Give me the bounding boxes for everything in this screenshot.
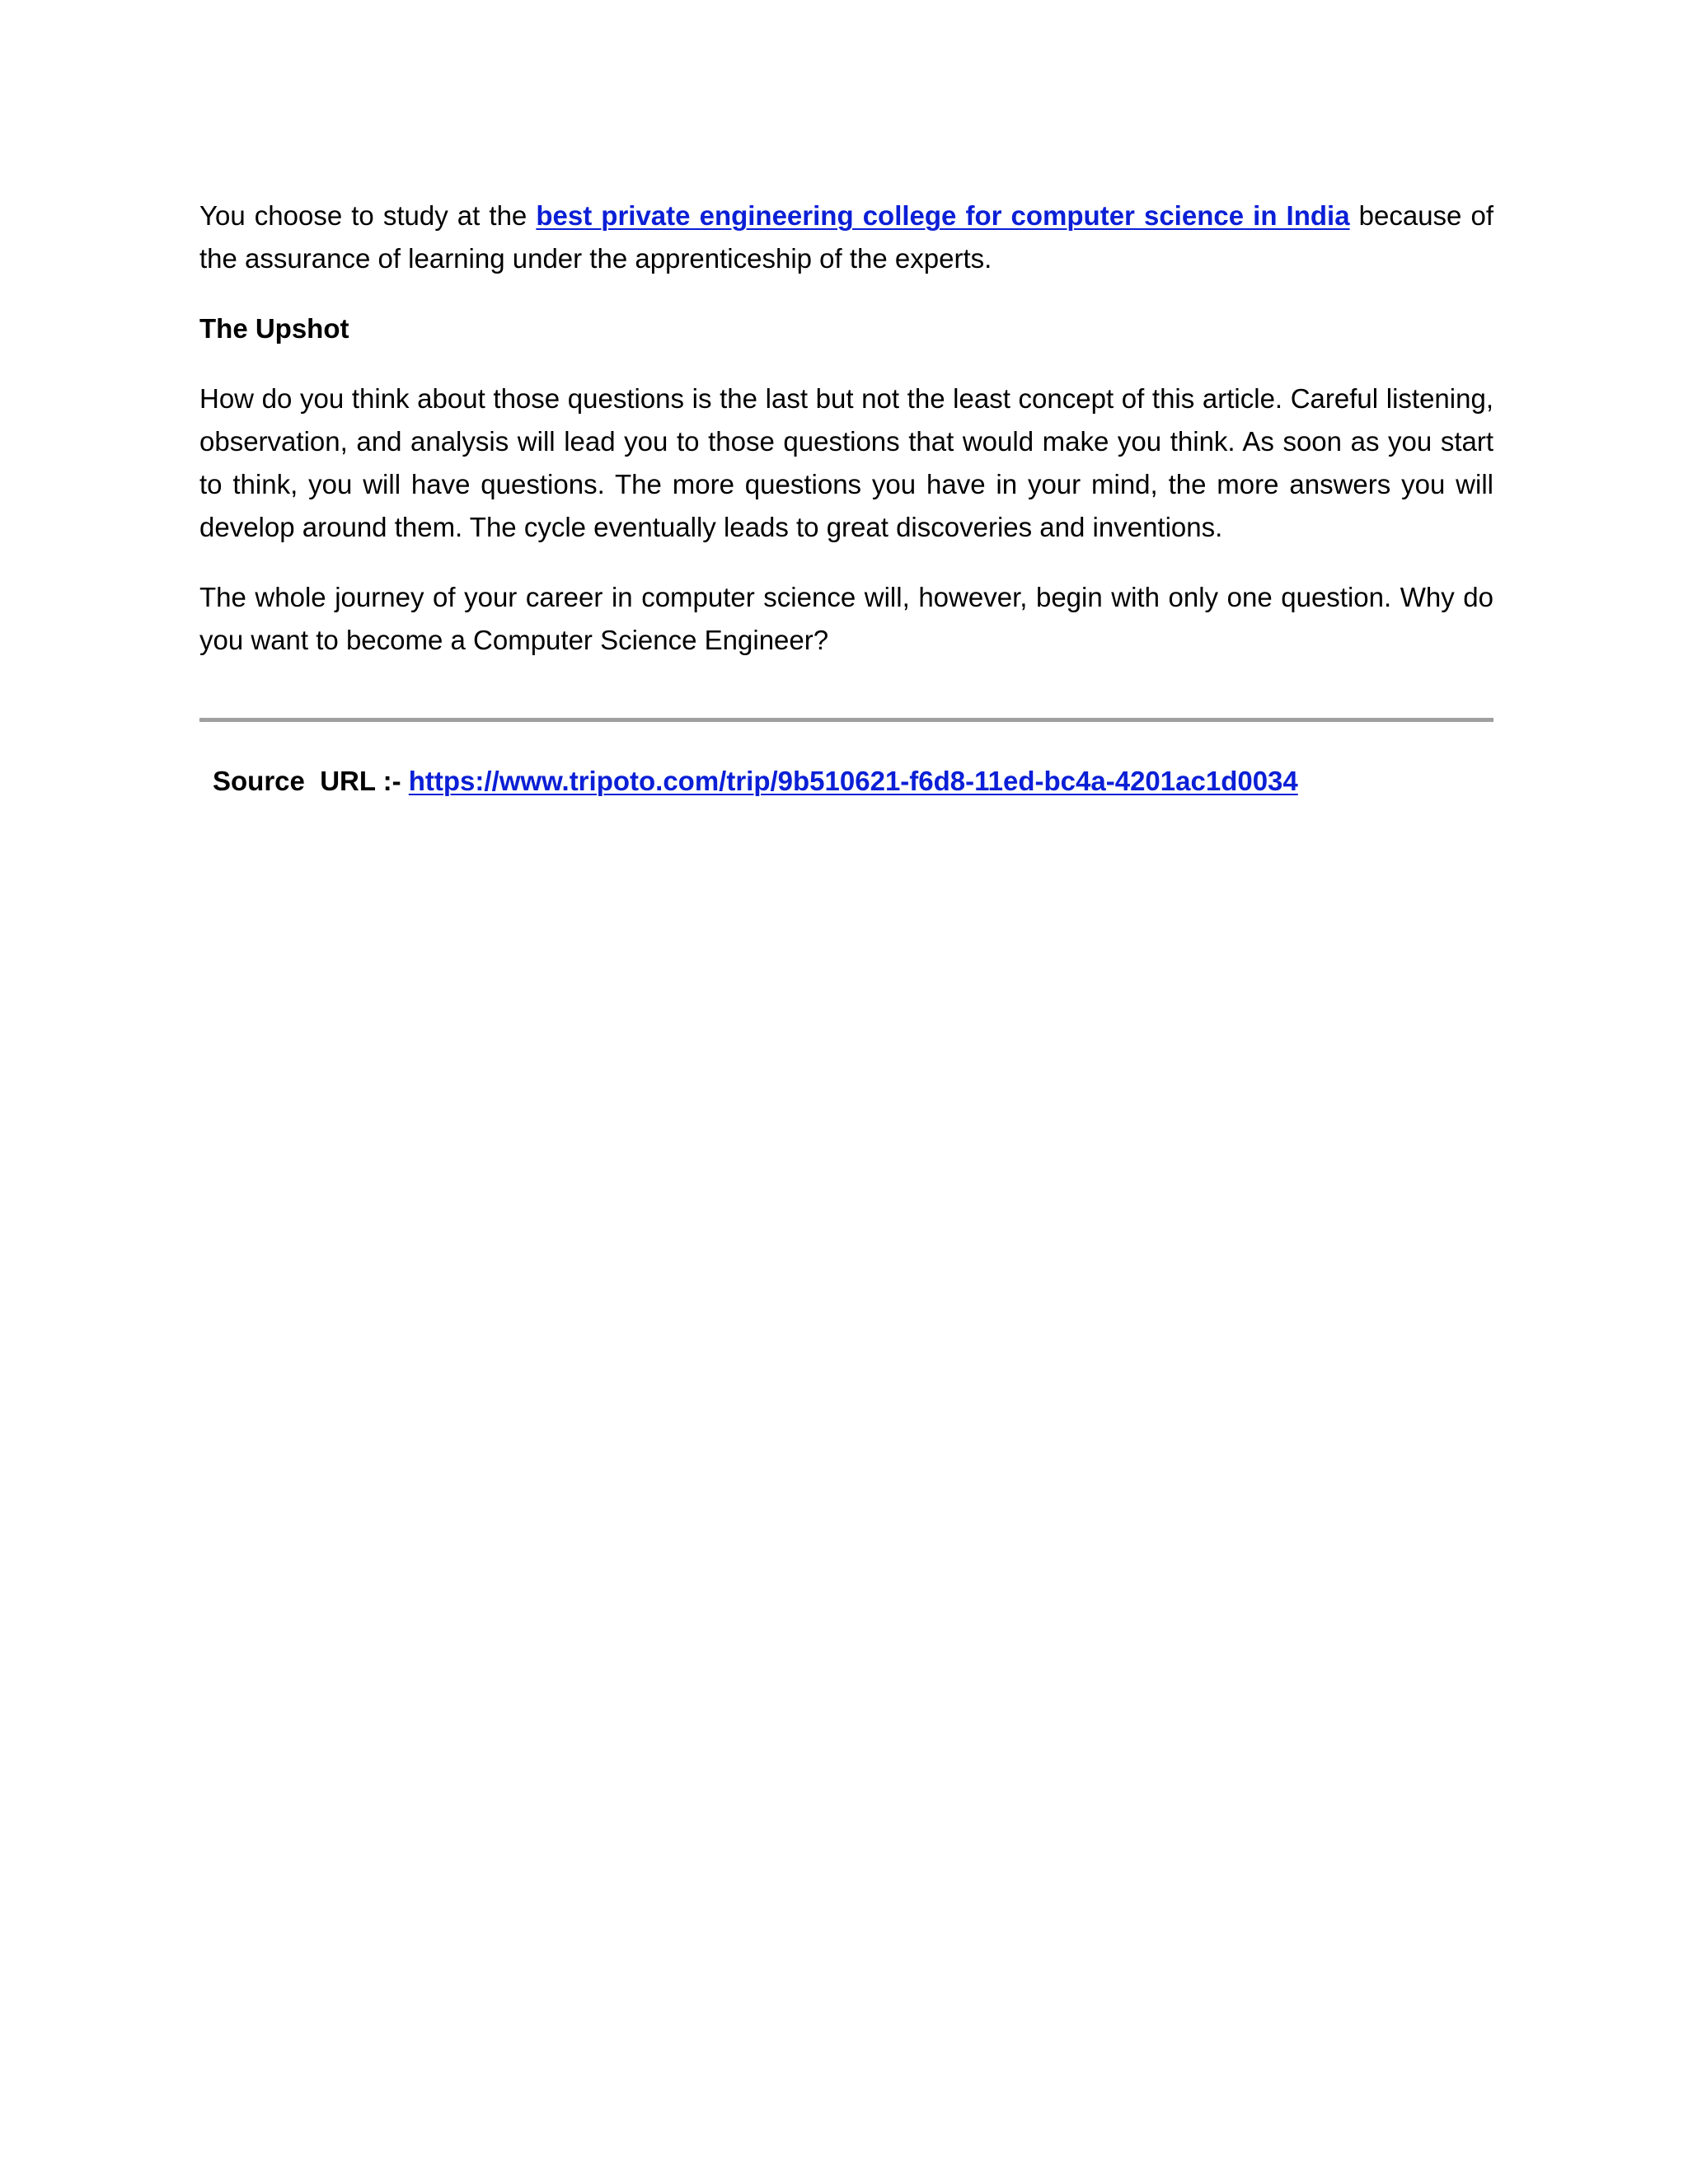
source-url-link[interactable]: https://www.tripoto.com/trip/9b510621-f6d8-11ed-bc4a-4201ac1d0034 bbox=[408, 766, 1298, 796]
article-body bbox=[199, 194, 1493, 662]
intro-text-before-link: You choose to study at the bbox=[199, 200, 537, 231]
source-line bbox=[213, 760, 1298, 803]
intro-paragraph bbox=[199, 194, 1493, 280]
upshot-paragraph: How do you think about those questions is the last but not the least concept of this article. Careful listening, observation, and analysis will lead you to those questions that would make you think. As soon as you start to think, you will have questions. The more questions you have in your mind, the more answers you will develop around them. The cycle eventually leads to great discoveries and inventions. bbox=[199, 383, 1493, 542]
horizontal-divider bbox=[199, 718, 1493, 722]
intro-text-after-link: because of the assurance of learning under the apprenticeship of the experts. bbox=[199, 200, 1494, 274]
section-heading: The Upshot bbox=[199, 313, 349, 344]
source-label: Source URL :- bbox=[213, 766, 409, 796]
college-link[interactable]: best private engineering college for computer science in India bbox=[536, 200, 1350, 231]
closing-paragraph: The whole journey of your career in computer science will, however, begin with only one question. Why do you want to become a Computer Science Engineer? bbox=[199, 582, 1493, 655]
